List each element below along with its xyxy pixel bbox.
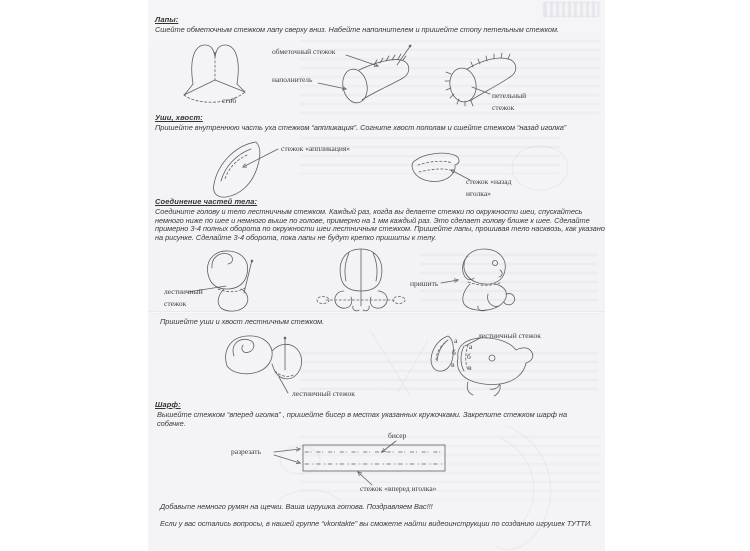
beads-arrow (382, 441, 396, 452)
applique-arrow (243, 149, 278, 167)
label-beads: бисер (388, 431, 407, 440)
head-back-ear-drawing (226, 336, 302, 393)
head-letter-b: б (467, 352, 471, 361)
label-filler: наполнитель (272, 75, 313, 84)
ear-letter-a: а (454, 336, 458, 345)
eye-dot (489, 355, 495, 361)
scarf-strip-drawing (303, 445, 445, 471)
section-heading-joining: Соединение частей тела: (155, 197, 258, 206)
eye-dot (492, 260, 497, 265)
sew-on-arrow (441, 280, 458, 283)
ladder-pointer (279, 377, 288, 393)
label-running-stitch: стежок «вперед иголка» (360, 484, 437, 493)
tail-drawing (412, 153, 459, 181)
ear-drawing (214, 142, 260, 197)
head-letter-a: а (469, 342, 473, 351)
paws-instructions: Сшейте обметочным стежком лапу сверху вниз. Набейте наполнителем и пришейте стопу петельным стежком. (155, 25, 559, 34)
ear-piece-lettered-drawing (431, 336, 458, 371)
needle-icon (397, 45, 411, 65)
diagram-scarf (148, 428, 605, 498)
video-help-note: Если у вас остались вопросы, в нашей группе “vkontakte” вы сможете найти видеоинструкции по созданию игрушек ТУТТИ. (160, 519, 593, 528)
head-side-lettered-drawing (457, 338, 532, 396)
label-cut: разрезать (231, 447, 262, 456)
filler-arrow (318, 83, 346, 89)
label-ladder-stitch-above: лестничный стежок (478, 331, 541, 340)
section-heading-scarf: Шарф: (155, 400, 181, 409)
scarf-instructions: Вышейте стежком “вперед иголка” , пришейте бисер в местах указанных кружочками. Закрепите стежком шарф на собачке. (157, 410, 568, 428)
head-letter-v: в (468, 363, 472, 372)
diagram-joining (148, 246, 605, 320)
stuffed-paw-drawing (340, 45, 411, 105)
label-loop-stitch-1: петельный (492, 91, 527, 100)
diagram-paws (148, 40, 605, 120)
section-heading-paws: Лапы: (155, 15, 179, 24)
paw-pattern-drawing (184, 45, 245, 102)
label-backstitch-2: иголка» (466, 189, 491, 198)
ears-tail-instructions: Пришейте внутреннюю часть уха стежком “аппликация”. Согните хвост пополам и сшейте стежком “назад иголка” (155, 123, 567, 132)
needle-icon (244, 260, 252, 293)
label-sew-on: пришить (410, 279, 439, 288)
label-ladder-stitch-below: лестничный стежок (292, 389, 355, 398)
cut-arrow-bottom (274, 455, 300, 463)
paper-sheet (148, 0, 605, 551)
label-loop-stitch-2: стежок (492, 103, 515, 112)
cut-arrow-top (274, 449, 300, 452)
label-applique-stitch: стежок «аппликация» (281, 144, 351, 153)
ears-tail-sewing-note: Пришейте уши и хвост лестничным стежком. (160, 317, 325, 326)
label-ladder-stitch-2: стежок (164, 299, 187, 308)
section-heading-ears-tail: Уши, хвост: (155, 113, 203, 122)
label-ladder-stitch-1: лестничный (164, 287, 203, 296)
ear-letter-v: в (451, 360, 455, 369)
diagram-ear-attachment (148, 330, 605, 402)
label-overcast-stitch: обметочный стежок (272, 47, 336, 56)
label-fold: сгиб (222, 96, 237, 105)
diagram-ears-tail (148, 136, 605, 202)
label-backstitch-1: стежок «назад (466, 177, 512, 186)
ear-letter-b: б (452, 348, 456, 357)
toy-side-view-drawing (463, 249, 515, 311)
toy-front-view-drawing (317, 249, 405, 311)
toy-finished-note: Добавьте немного румян на щечки. Ваша игрушка готова. Поздравляем Вас!!! (160, 502, 433, 511)
joining-instructions: Соедините голову и тело лестничным стежком. Каждый раз, когда вы делаете стежки по окружности шеи, спускайтесь немного ниже по шее и немного выше по голове, примерно на 1 мм каждый раз. Это сделает голову ближе к шее. Сделайте примерно 3-4 полных оборота по окружности шеи лестничным стежком. Пришейте лапы, прошивая тело насквозь, как указано на рисунке. Сделайте 3-4 оборота, пока лапы не будут крепко пришиты к телу. (155, 207, 605, 243)
toy-ladder-stitch-drawing (188, 251, 253, 311)
